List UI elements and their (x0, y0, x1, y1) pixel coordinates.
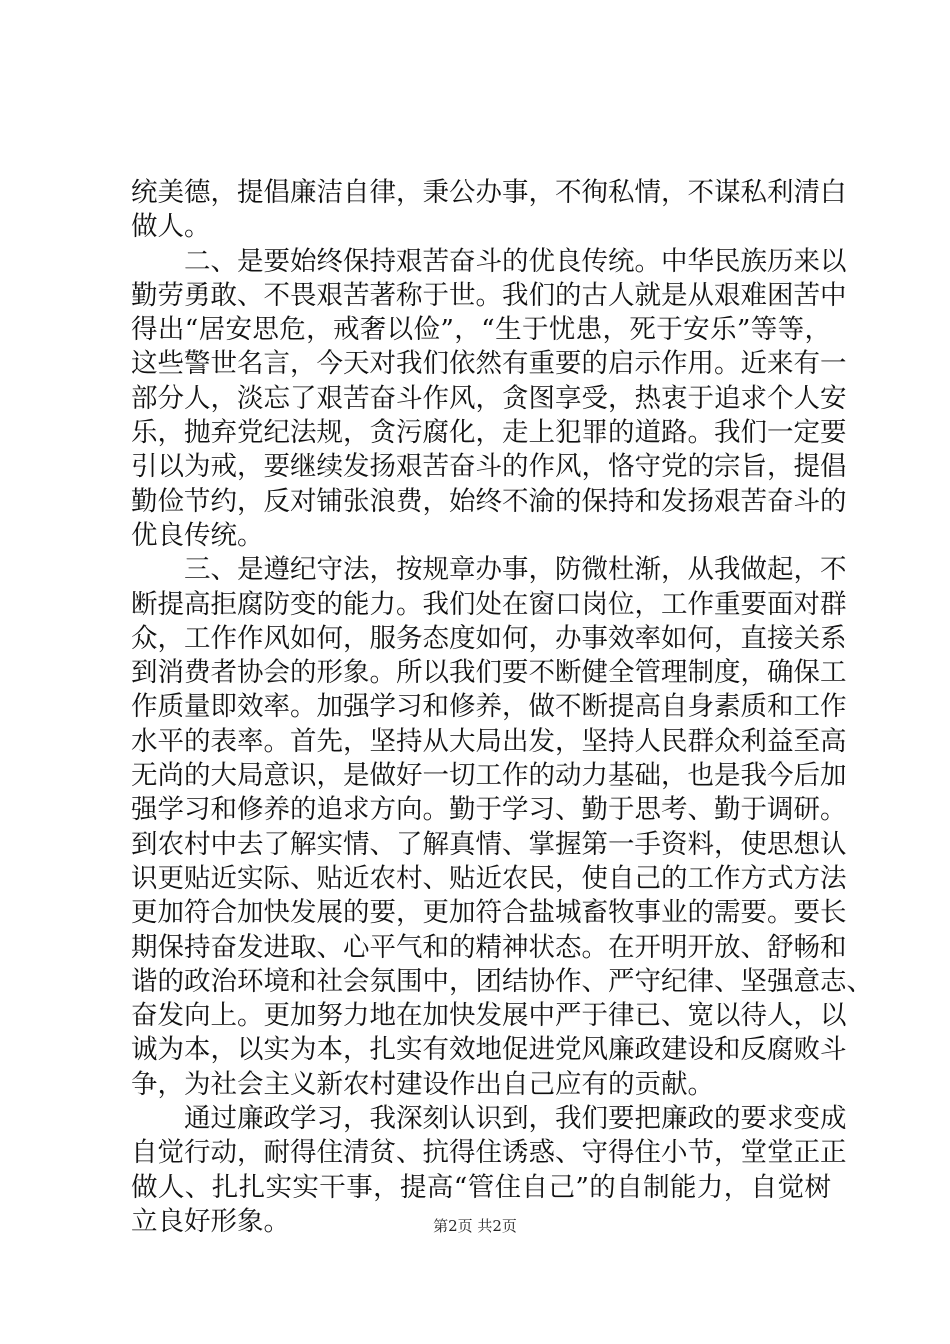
text-line: 引以为戒，要继续发扬艰苦奋斗的作风，恪守党的宗旨，提倡 (131, 451, 847, 483)
text-line: 优良传统。 (131, 519, 264, 551)
text-line: 作质量即效率。加强学习和修养，做不断提高自身素质和工作 (131, 691, 847, 723)
text-line: 更加符合加快发展的要，更加符合盐城畜牧事业的需要。要长 (131, 897, 847, 929)
text-line: 得出“居安思危，戒奢以俭”，“生于忧患，死于安乐”等等， (131, 314, 831, 346)
text-line: 无尚的大局意识，是做好一切工作的动力基础，也是我今后加 (131, 760, 847, 792)
text-line: 这些警世名言，今天对我们依然有重要的启示作用。近来有一 (131, 348, 847, 380)
text-line: 水平的表率。首先，坚持从大局出发，坚持人民群众利益至高 (131, 725, 847, 757)
paragraph-2 (131, 245, 847, 554)
paragraph-3 (131, 553, 873, 1102)
text-line: 强学习和修养的追求方向。勤于学习、勤于思考、勤于调研。 (131, 794, 847, 826)
document-body (131, 176, 873, 1239)
text-line: 到农村中去了解实情、了解真情、掌握第一手资料，使思想认 (131, 828, 847, 860)
text-line: 三、是遵纪守法，按规章办事，防微杜渐，从我做起，不 (184, 554, 847, 586)
text-line: 二、是要始终保持艰苦奋斗的优良传统。中华民族历来以 (184, 245, 847, 277)
text-line: 争，为社会主义新农村建设作出自己应有的贡献。 (131, 1068, 714, 1100)
text-line: 做人、扎扎实实干事，提高“管住自己”的自制能力，自觉树 (131, 1171, 831, 1203)
text-line: 做人。 (131, 211, 211, 243)
text-line: 勤俭节约，反对铺张浪费，始终不渝的保持和发扬艰苦奋斗的 (131, 485, 847, 517)
text-line: 奋发向上。更加努力地在加快发展中严于律已、宽以待人，以 (131, 1000, 847, 1032)
text-line: 期保持奋发进取、心平气和的精神状态。在开明开放、舒畅和 (131, 931, 847, 963)
paragraph-1 (131, 176, 847, 245)
text-line: 勤劳勇敢、不畏艰苦著称于世。我们的古人就是从艰难困苦中 (131, 279, 847, 311)
text-line: 到消费者协会的形象。所以我们要不断健全管理制度，确保工 (131, 657, 847, 689)
text-line: 立良好形象。 (131, 1205, 290, 1237)
text-line: 诚为本，以实为本，扎实有效地促进党风廉政建设和反腐败斗 (131, 1034, 847, 1066)
text-line: 通过廉政学习，我深刻认识到，我们要把廉政的要求变成 (184, 1103, 847, 1135)
page-footer: 第2页 共2页 (433, 1217, 517, 1235)
text-line: 乐，抛弃党纪法规，贪污腐化，走上犯罪的道路。我们一定要 (131, 417, 847, 449)
text-line: 统美德，提倡廉洁自律，秉公办事，不徇私情，不谋私利清白 (131, 177, 847, 208)
text-line: 部分人，淡忘了艰苦奋斗作风，贪图享受，热衷于追求个人安 (131, 382, 847, 414)
text-line: 自觉行动，耐得住清贫、抗得住诱惑、守得住小节，堂堂正正 (131, 1137, 847, 1169)
text-line: 识更贴近实际、贴近农村、贴近农民，使自己的工作方式方法 (131, 862, 847, 894)
text-line: 众，工作作风如何，服务态度如何，办事效率如何，直接关系 (131, 622, 847, 654)
text-line: 谐的政治环境和社会氛围中，团结协作、严守纪律、坚强意志、 (131, 965, 873, 997)
text-line: 断提高拒腐防变的能力。我们处在窗口岗位，工作重要面对群 (131, 588, 847, 620)
